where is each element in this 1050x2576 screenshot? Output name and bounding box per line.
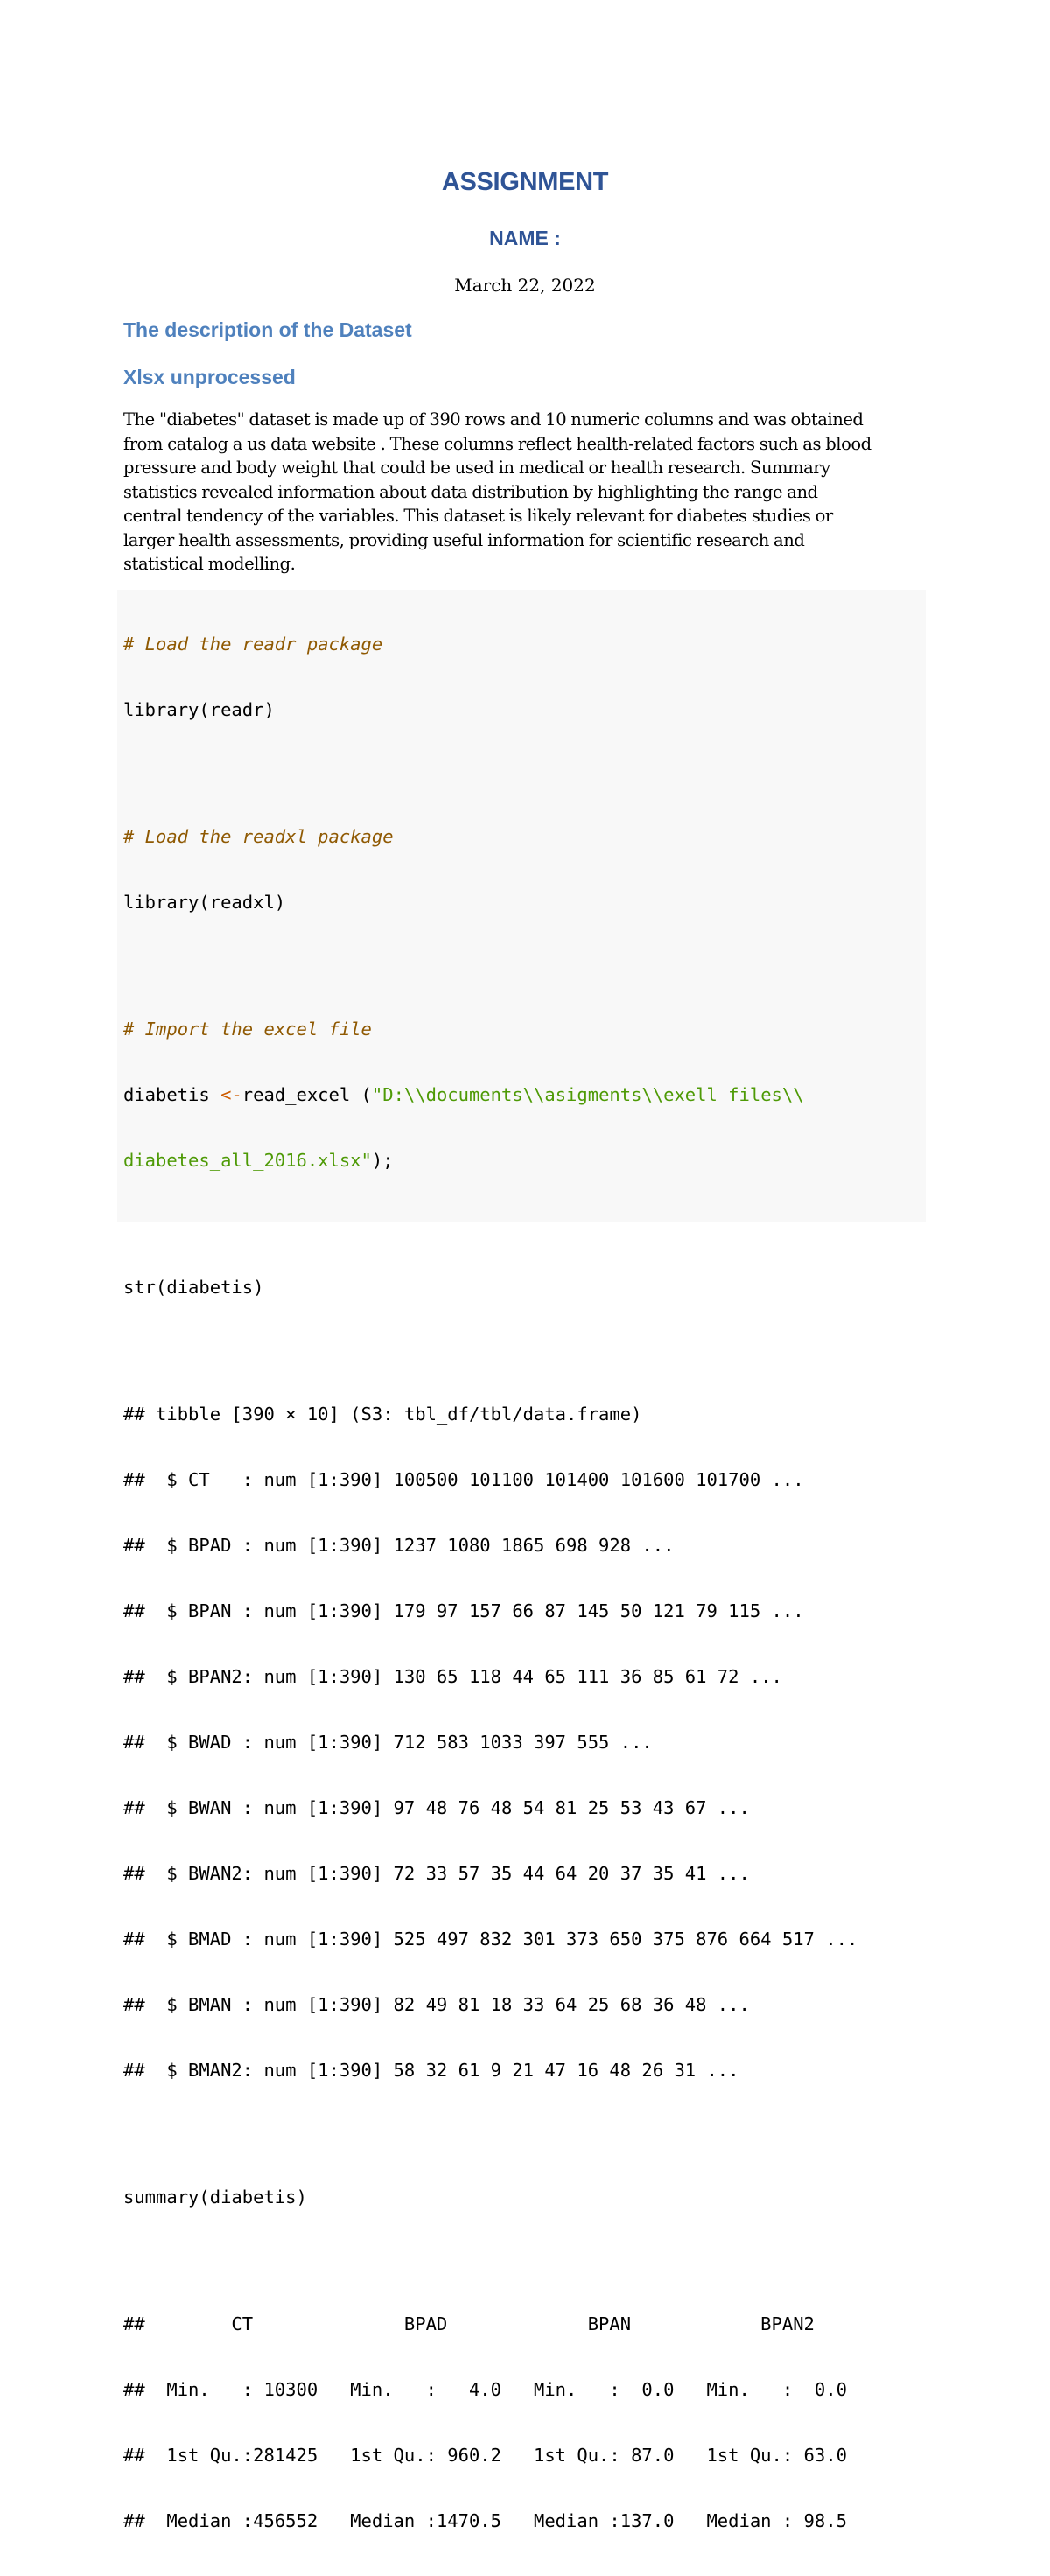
import-path-string: diabetes_all_2016.xlsx" (123, 1150, 372, 1171)
paragraph-line: from catalog a us data website . These columns reflect health-related factors such as blood (123, 433, 872, 454)
output-line: ## $ BMAN : num [1:390] 82 49 81 18 33 64 25 68 36 48 ... (123, 1994, 750, 2015)
section-heading-xlsx-unprocessed: Xlsx unprocessed (123, 366, 296, 388)
import-path-string: "D:\\documents\\asigments\\exell files\\ (371, 1084, 804, 1105)
summary-output-line: ## Median :456552 Median :1470.5 Median :137.0 Median : 98.5 (123, 2510, 869, 2531)
paragraph-line: central tendency of the variables. This dataset is likely relevant for diabetes studies or (123, 506, 833, 526)
output-line: ## $ BWAD : num [1:390] 712 583 1033 397 555 ... (123, 1732, 653, 1753)
paragraph-line: pressure and body weight that could be used in medical or health research. Summary (123, 458, 830, 478)
code-block (117, 590, 926, 2531)
paragraph-line: larger health assessments, providing useful information for scientific research and (123, 529, 805, 550)
summary-output-line: ## CT BPAD BPAN BPAN2 (123, 2314, 869, 2334)
document-title: ASSIGNMENT (441, 168, 609, 196)
code-line-import-cont (123, 1150, 869, 1172)
output-line: ## $ BWAN2: num [1:390] 72 33 57 35 44 64 20 37 35 41 ... (123, 1863, 750, 1884)
assign-operator: <- (220, 1084, 242, 1105)
output-line: ## $ BPAN : num [1:390] 179 97 157 66 87 145 50 121 79 115 ... (123, 1600, 804, 1621)
output-line: ## $ BMAN2: num [1:390] 58 32 61 9 21 47 16 48 26 31 ... (123, 2060, 739, 2081)
output-line: ## $ BMAD : num [1:390] 525 497 832 301 373 650 375 876 664 517 ... (123, 1928, 858, 1950)
import-end: ); (371, 1150, 394, 1171)
code-line-summary: summary(diabetis) (123, 2187, 307, 2208)
output-line: ## tibble [390 × 10] (S3: tbl_df/tbl/data.frame) (123, 1404, 642, 1424)
code-comment: # Load the readxl package (123, 826, 394, 847)
paragraph-line: statistics revealed information about data distribution by highlighting the range and (123, 481, 818, 502)
import-function: read_excel ( (242, 1084, 372, 1105)
summary-output-line: ## Min. : 10300 Min. : 4.0 Min. : 0.0 Min. : 0.0 (123, 2379, 869, 2400)
code-comment: # Load the readr package (123, 634, 383, 654)
dataset-description-paragraph (123, 408, 928, 577)
code-comment: # Import the excel file (123, 1018, 372, 1040)
document-date: March 22, 2022 (454, 275, 596, 296)
code-line-import (123, 1084, 869, 1106)
output-line: ## $ BWAN : num [1:390] 97 48 76 48 54 81 25 53 43 67 ... (123, 1797, 750, 1818)
section-heading-dataset-description: The description of the Dataset (123, 318, 412, 341)
code-content (123, 590, 869, 2576)
output-line: ## $ BPAD : num [1:390] 1237 1080 1865 698 928 ... (123, 1535, 675, 1556)
summary-output-line: ## 1st Qu.:281425 1st Qu.: 960.2 1st Qu.: 87.0 1st Qu.: 63.0 (123, 2445, 869, 2466)
output-line: ## $ BPAN2: num [1:390] 130 65 118 44 65 111 36 85 61 72 ... (123, 1666, 782, 1687)
name-label: NAME : (489, 227, 561, 249)
code-line: library(readxl) (123, 892, 286, 913)
output-line: ## $ CT : num [1:390] 100500 101100 101400 101600 101700 ... (123, 1469, 804, 1490)
code-line-str: str(diabetis) (123, 1277, 264, 1298)
code-line: library(readr) (123, 699, 275, 720)
paragraph-line: statistical modelling. (123, 554, 296, 574)
paragraph-line: The "diabetes" dataset is made up of 390 rows and 10 numeric columns and was obtained (123, 410, 864, 430)
import-variable: diabetis (123, 1084, 221, 1105)
